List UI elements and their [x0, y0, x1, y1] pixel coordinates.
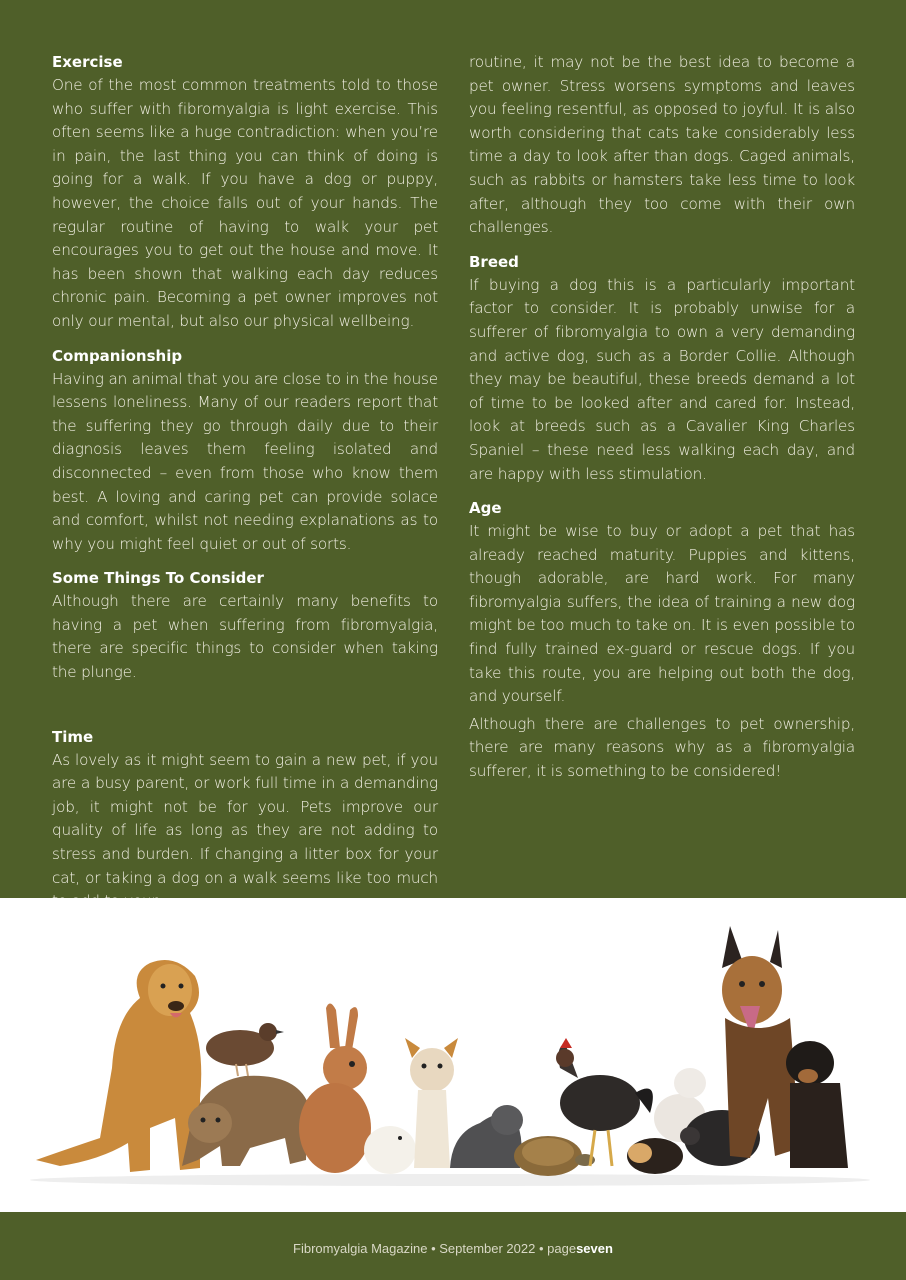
section-time-continued — [469, 51, 855, 240]
body-age: It might be wise to buy or adopt a pet that has already reached maturity. Puppies and kittens, though adorable, are hard work. For many fibromyalgia suffers, the idea of training a new dog might be too much to take on. It is even possible to find fully trained ex-guard or rescue dogs. If you take this route, you are helping out both the dog, and yourself. — [469, 522, 855, 706]
chick-illustration — [364, 1126, 416, 1174]
section-age — [469, 498, 855, 784]
section-breed — [469, 252, 855, 486]
heading-exercise: Exercise — [52, 53, 123, 71]
section-time — [52, 727, 438, 914]
tortoise-illustration — [514, 1136, 595, 1176]
footer-magazine: Fibromyalgia Magazine — [293, 1241, 428, 1256]
section-exercise — [52, 52, 438, 334]
puppy-illustration — [786, 1041, 848, 1168]
heading-breed: Breed — [469, 252, 519, 271]
footer-page-word: seven — [576, 1241, 613, 1256]
rabbit-illustration — [299, 1003, 371, 1173]
footer-credit: Fibromyalgia Magazine • September 2022 • pageseven — [293, 1241, 613, 1256]
section-consider — [52, 568, 438, 684]
heading-consider: Some Things To Consider — [52, 569, 264, 588]
pets-photo — [0, 898, 906, 1212]
body-companionship: Having an animal that you are close to in the house lessens loneliness. Many of our readers report that the suffering they go through daily due to their diagnosis leaves them feeling isolated and disconnected – even from those who know them best. A loving and caring pet can provide solace and comfort, whilst not needing explanations as to why you might feel quiet or out of sorts. — [52, 369, 438, 553]
heading-time: Time — [52, 727, 94, 746]
tabby-cat-illustration — [182, 1076, 308, 1166]
body-time: As lovely as it might seem to gain a new pet, if you are a busy parent, or work full time in a demanding job, it might not be for you. Pets improve our quality of life as long as they are not adding to stress and burden. If changing a litter box for your cat, or taking a dog on a walk seems like too much — [52, 750, 438, 887]
left-column — [52, 52, 438, 926]
right-column — [469, 51, 855, 796]
quail-illustration — [206, 1023, 284, 1076]
grey-cat-illustration — [450, 1105, 523, 1168]
footer-date: September 2022 — [439, 1241, 536, 1256]
guinea-pig-illustration — [627, 1138, 683, 1174]
pets-illustration — [0, 898, 906, 1212]
page-footer — [0, 1212, 906, 1280]
heading-age: Age — [469, 499, 502, 518]
section-companionship — [52, 346, 438, 557]
body-conclusion: Although there are challenges to pet ownership, there are many reasons why as a fibromyalgia sufferer, it is something to be considered! — [469, 714, 855, 781]
body-exercise: One of the most common treatments told to those who suffer with fibromyalgia is light exercise. This often seems like a huge contradiction: when you’re in pain, the last thing you can think of doing is going for a walk. If you have a dog or puppy, however, the choice falls out of your hands. The regular routine of having to walk your pet encourages you to get out the house and move. It has been shown that walking each day reduces chronic pain. Becoming a pet owner improves not only our mental, but also our physical wellbeing. — [52, 76, 438, 330]
german-shepherd-illustration — [722, 926, 800, 1158]
golden-retriever-illustration — [36, 960, 201, 1172]
heading-companionship: Companionship — [52, 346, 183, 365]
body-breed: If buying a dog this is a particularly important factor to consider. It is probably unwise for a sufferer of fibromyalgia to own a very demanding and active dog, such as a Border Collie. Although they may be beautiful, these breeds demand a lot of time to be looked after and cared for. Instead, look at breeds such as a Cavalier King Charles Spaniel – these need less walking each day, and are happy with less stimulation. — [469, 275, 855, 483]
body-consider: Although there are certainly many benefits to having a pet when suffering from fibromyalgia, there are specific things to consider when taking the plunge. — [52, 592, 438, 682]
footer-page-prefix: page — [547, 1241, 577, 1256]
body-time-continued: routine, it may not be the best idea to become a pet owner. Stress worsens symptoms and leaves you feeling resentful, as opposed to joyful. It is also worth considering that cats take considerably less time a day to look after than dogs. Caged animals, such as rabbits or hamsters take less time to look after, although they too come with their own challenges. — [469, 53, 855, 237]
